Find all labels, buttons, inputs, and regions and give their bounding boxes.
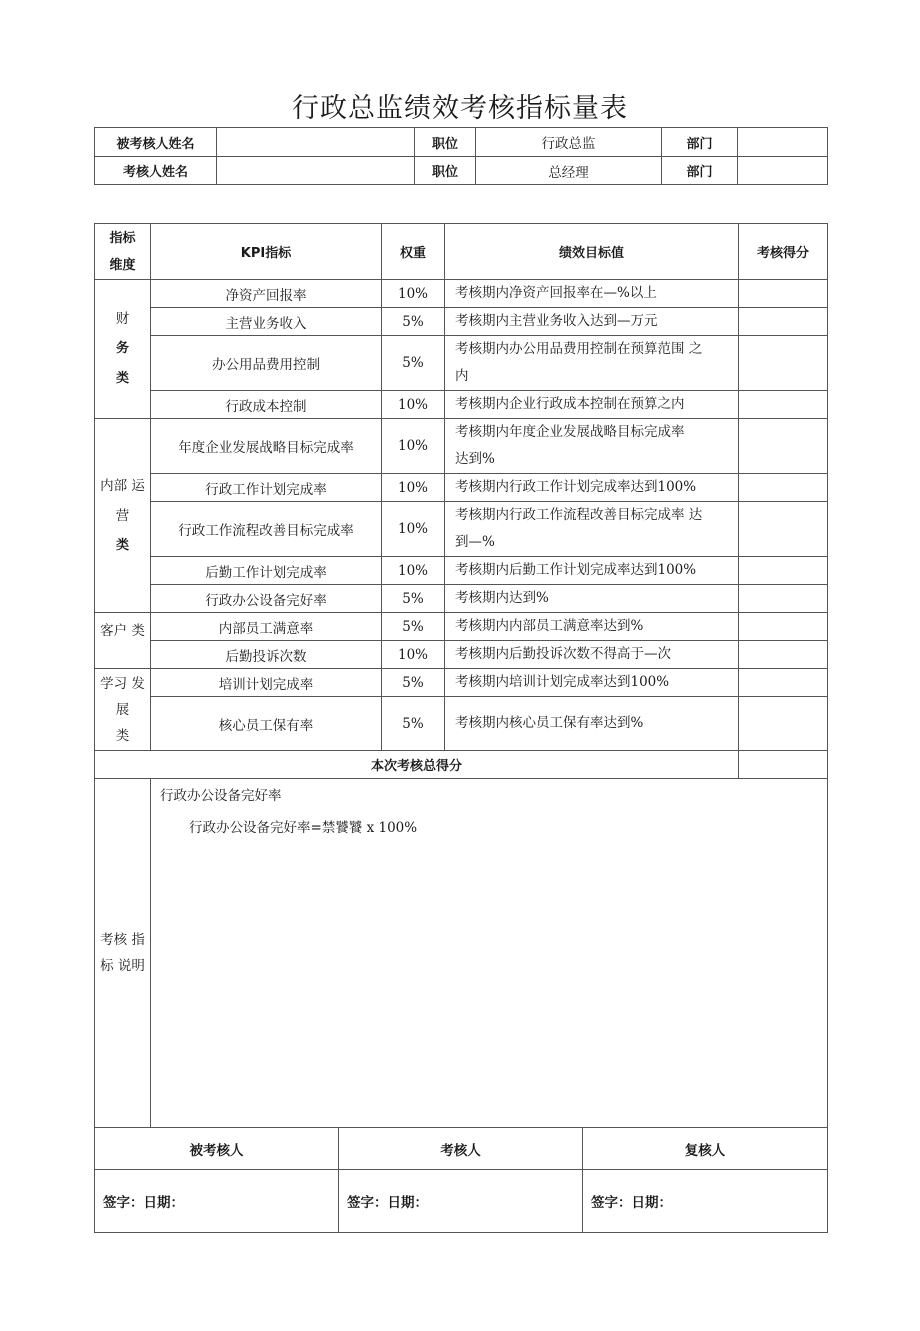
dimension-text: 学习 发 [100, 675, 145, 692]
kpi-score-cell[interactable] [739, 557, 828, 585]
kpi-name: 后勤投诉次数 [151, 641, 382, 669]
evaluator-position: 总经理 [476, 157, 662, 185]
kpi-weight: 5% [382, 336, 445, 391]
kpi-score-cell[interactable] [739, 697, 828, 751]
evaluatee-name-label: 被考核人姓名 [95, 128, 217, 157]
kpi-weight: 5% [382, 613, 445, 641]
kpi-score-cell[interactable] [739, 308, 828, 336]
notes-label [95, 779, 151, 1128]
kpi-score-cell[interactable] [739, 336, 828, 391]
evaluator-name-label: 考核人姓名 [95, 157, 217, 185]
kpi-name: 内部员工满意率 [151, 613, 382, 641]
notes-line2: 行政办公设备完好率=禁饕饕 x 100% [189, 820, 418, 836]
dimension-text: 务 [115, 341, 129, 356]
kpi-target: 考核期内后勤投诉次数不得高于—次 [445, 641, 739, 669]
dimension-text: 类 [115, 371, 129, 386]
evaluatee-name-field[interactable] [217, 128, 415, 157]
kpi-weight: 5% [382, 308, 445, 336]
kpi-target-line2: 内 [455, 368, 469, 384]
evaluator-department-field[interactable] [738, 157, 828, 185]
kpi-header: KPI指标 [151, 224, 382, 280]
dimension-text: 财 [115, 311, 130, 327]
kpi-target [445, 336, 739, 391]
kpi-name: 核心员工保有率 [151, 697, 382, 751]
kpi-name: 行政办公设备完好率 [151, 585, 382, 613]
signature-header-evaluator: 考核人 [339, 1128, 583, 1170]
kpi-score-cell[interactable] [739, 613, 828, 641]
kpi-weight: 10% [382, 502, 445, 557]
kpi-name: 行政成本控制 [151, 391, 382, 419]
dimension-header [95, 224, 151, 280]
signature-reviewer[interactable]: 签字：日期： [583, 1170, 828, 1233]
signature-table [94, 1127, 828, 1233]
department-label: 部门 [662, 157, 738, 185]
kpi-target: 考核期内达到% [445, 585, 739, 613]
kpi-weight: 10% [382, 391, 445, 419]
notes-line1: 行政办公设备完好率 [160, 788, 282, 804]
kpi-score-cell[interactable] [739, 419, 828, 474]
header-table [94, 127, 828, 185]
kpi-target: 考核期内主营业务收入达到—万元 [445, 308, 739, 336]
kpi-target-line1: 考核期内年度企业发展战略目标完成率 [455, 424, 685, 440]
kpi-score-cell[interactable] [739, 391, 828, 419]
kpi-weight: 10% [382, 280, 445, 308]
signature-evaluatee[interactable]: 签字：日期： [95, 1170, 339, 1233]
kpi-target: 考核期内净资产回报率在—%以上 [445, 280, 739, 308]
evaluator-name-field[interactable] [217, 157, 415, 185]
kpi-score-cell[interactable] [739, 669, 828, 697]
kpi-target: 考核期内内部员工满意率达到% [445, 613, 739, 641]
evaluatee-department-field[interactable] [738, 128, 828, 157]
kpi-target [445, 502, 739, 557]
kpi-target: 考核期内后勤工作计划完成率达到100% [445, 557, 739, 585]
kpi-target-line2: 到—% [455, 534, 495, 550]
dimension-text: 类 [115, 727, 130, 744]
kpi-score-cell[interactable] [739, 474, 828, 502]
kpi-name: 行政工作流程改善目标完成率 [151, 502, 382, 557]
kpi-target: 考核期内行政工作计划完成率达到100% [445, 474, 739, 502]
kpi-score-cell[interactable] [739, 502, 828, 557]
score-header: 考核得分 [739, 224, 828, 280]
dimension-learning [95, 669, 151, 751]
page-title: 行政总监绩效考核指标量表 [292, 93, 628, 124]
kpi-name: 净资产回报率 [151, 280, 382, 308]
kpi-weight: 10% [382, 557, 445, 585]
dimension-internal [95, 419, 151, 613]
kpi-target-line1: 考核期内办公用品费用控制在预算范围 之 [455, 341, 703, 357]
kpi-score-cell[interactable] [739, 280, 828, 308]
kpi-name: 年度企业发展战略目标完成率 [151, 419, 382, 474]
kpi-target-line2: 达到% [455, 451, 495, 467]
kpi-target: 考核期内核心员工保有率达到% [445, 697, 739, 751]
kpi-name: 行政工作计划完成率 [151, 474, 382, 502]
kpi-score-cell[interactable] [739, 641, 828, 669]
department-label: 部门 [662, 128, 738, 157]
kpi-target [445, 419, 739, 474]
kpi-name: 主营业务收入 [151, 308, 382, 336]
signature-header-evaluatee: 被考核人 [95, 1128, 339, 1170]
notes-label-line2: 标 说明 [100, 958, 145, 974]
dimension-finance [95, 280, 151, 419]
kpi-weight: 10% [382, 474, 445, 502]
kpi-weight: 10% [382, 641, 445, 669]
dimension-text: 展 [115, 701, 130, 718]
signature-header-reviewer: 复核人 [583, 1128, 828, 1170]
kpi-weight: 5% [382, 669, 445, 697]
dimension-text: 内部 运 [100, 477, 145, 494]
position-label: 职位 [415, 157, 476, 185]
position-label: 职位 [415, 128, 476, 157]
dimension-customer: 客户 类 [95, 613, 151, 669]
kpi-weight: 10% [382, 419, 445, 474]
kpi-name: 培训计划完成率 [151, 669, 382, 697]
kpi-target: 考核期内培训计划完成率达到100% [445, 669, 739, 697]
kpi-score-cell[interactable] [739, 585, 828, 613]
kpi-name: 后勤工作计划完成率 [151, 557, 382, 585]
evaluatee-position: 行政总监 [476, 128, 662, 157]
kpi-name: 办公用品费用控制 [151, 336, 382, 391]
dimension-header-line2: 维度 [109, 257, 136, 273]
kpi-weight: 5% [382, 697, 445, 751]
total-score-cell[interactable] [739, 751, 828, 779]
notes-label-line1: 考核 指 [100, 932, 145, 948]
signature-evaluator[interactable]: 签字：日期： [339, 1170, 583, 1233]
kpi-target-line1: 考核期内行政工作流程改善目标完成率 达 [455, 507, 703, 523]
kpi-table [94, 223, 828, 1128]
dimension-text: 营 [115, 507, 130, 524]
target-header: 绩效目标值 [445, 224, 739, 280]
kpi-weight: 5% [382, 585, 445, 613]
dimension-text: 类 [115, 537, 129, 553]
dimension-header-line1: 指标 [109, 230, 136, 246]
total-score-label: 本次考核总得分 [95, 751, 739, 779]
kpi-target: 考核期内企业行政成本控制在预算之内 [445, 391, 739, 419]
notes-content [151, 779, 828, 1128]
weight-header: 权重 [382, 224, 445, 280]
